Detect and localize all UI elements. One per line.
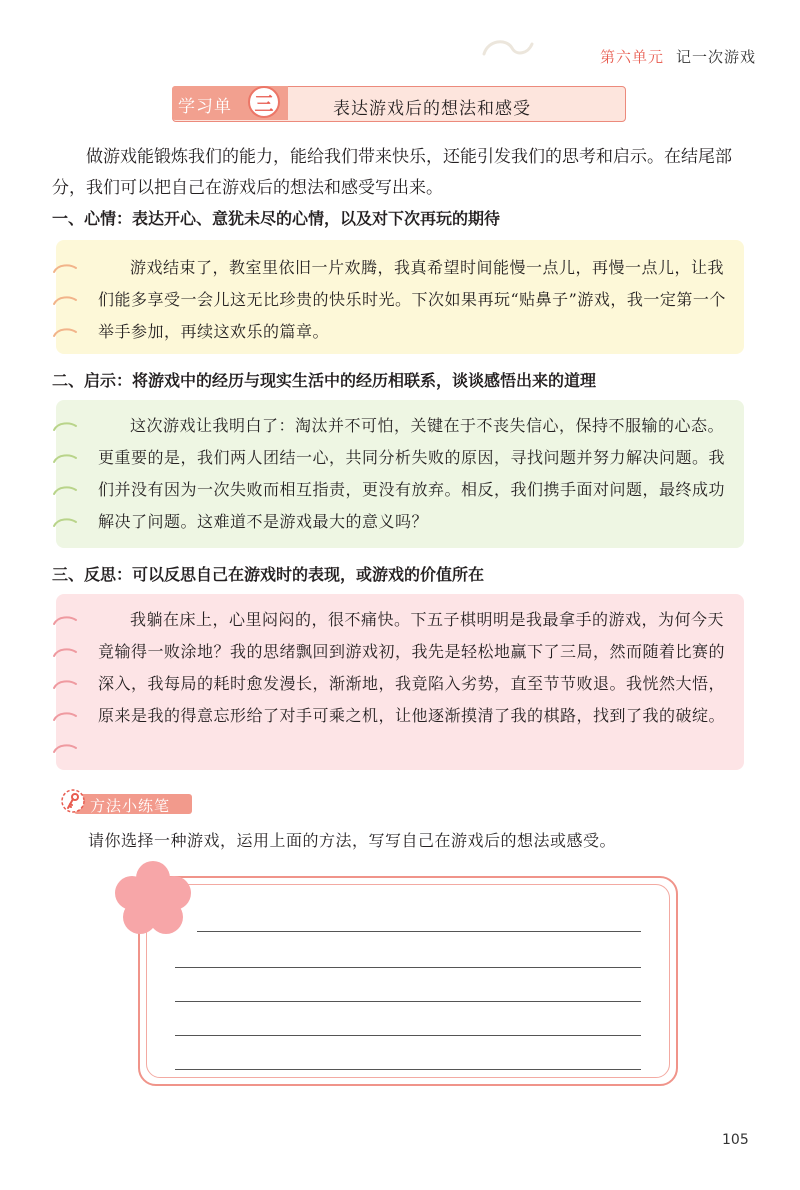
unit-label: 第六单元 [599, 48, 664, 66]
tab-marker-icon [52, 262, 78, 274]
decorative-swirl-icon [478, 36, 538, 60]
page-header [600, 46, 756, 67]
worksheet-tag-text: 学习单 [178, 97, 232, 117]
writing-line[interactable] [175, 967, 641, 968]
page-number: 105 [722, 1132, 749, 1148]
tab-marker-icon [52, 742, 78, 754]
tab-marker-icon [52, 294, 78, 306]
section-heading-insight: 二、启示：将游戏中的经历与现实生活中的经历相联系，谈谈感悟出来的道理 [52, 371, 597, 390]
writing-area-inner-border [146, 884, 670, 1078]
intro-paragraph: 做游戏能锻炼我们的能力，能给我们带来快乐，还能引发我们的思考和启示。在结尾部分，我们可以把自己在游戏后的想法和感受写出来。 [52, 147, 732, 198]
writing-line[interactable] [175, 1069, 641, 1070]
tab-marker-icon [52, 484, 78, 496]
tab-marker-icon [52, 646, 78, 658]
section-heading-reflection: 三、反思：可以反思自己在游戏时的表现，或游戏的价值所在 [52, 565, 485, 584]
tab-marker-icon [52, 678, 78, 690]
tab-marker-icon [52, 420, 78, 432]
tab-marker-icon [52, 614, 78, 626]
method-practice-tag [60, 792, 192, 814]
example-box-mood [56, 240, 744, 354]
tab-marker-icon [52, 452, 78, 464]
writing-line[interactable] [175, 1035, 641, 1036]
example-box-reflection [56, 594, 744, 770]
flower-decoration-icon [114, 858, 192, 938]
worksheet-title: 表达游戏后的想法和感受 [333, 99, 531, 119]
tab-marker-icon [52, 516, 78, 528]
method-practice-label: 方法小练笔 [90, 797, 171, 815]
tab-marker-icon [52, 326, 78, 338]
example-text-reflection: 我躺在床上，心里闷闷的，很不痛快。下五子棋明明是我最拿手的游戏，为何今天竟输得一败涂地？我的思绪飘回到游戏初，我先是轻松地赢下了三局，然而随着比赛的深入，我每局的耗时愈发漫长，渐渐地，我竟陷入劣势，直至节节败退。我恍然大悟，原来是我的得意忘形给了对手可乘之机，让他逐渐摸清了我的棋路，找到了我的破绽。 [98, 610, 726, 725]
section-heading-mood: 一、心情：表达开心、意犹未尽的心情，以及对下次再玩的期待 [52, 209, 501, 228]
example-text-mood: 游戏结束了，教室里依旧一片欢腾，我真希望时间能慢一点儿，再慢一点儿，让我们能多享受一会儿这无比珍贵的快乐时光。下次如果再玩“贴鼻子”游戏，我一定第一个举手参加，再续这欢乐的篇章。 [98, 258, 726, 341]
lesson-title: 记一次游戏 [675, 48, 756, 66]
writing-area[interactable] [138, 876, 678, 1086]
worksheet-number-badge: 三 [248, 86, 280, 118]
example-text-insight: 这次游戏让我明白了：淘汰并不可怕，关键在于不丧失信心，保持不服输的心态。更重要的是，我们两人团结一心，共同分析失败的原因，寻找问题并努力解决问题。我们并没有因为一次失败而相互指责，更没有放弃。相反，我们携手面对问题，最终成功解决了问题。这难道不是游戏最大的意义吗？ [98, 416, 726, 531]
pen-key-icon [60, 788, 86, 814]
worksheet-tag [172, 86, 288, 120]
worksheet-title-bar [172, 86, 626, 122]
example-box-insight [56, 400, 744, 548]
writing-line[interactable] [197, 931, 641, 932]
practice-prompt: 请你选择一种游戏，运用上面的方法，写写自己在游戏后的想法或感受。 [88, 831, 617, 850]
writing-line[interactable] [175, 1001, 641, 1002]
tab-marker-icon [52, 710, 78, 722]
